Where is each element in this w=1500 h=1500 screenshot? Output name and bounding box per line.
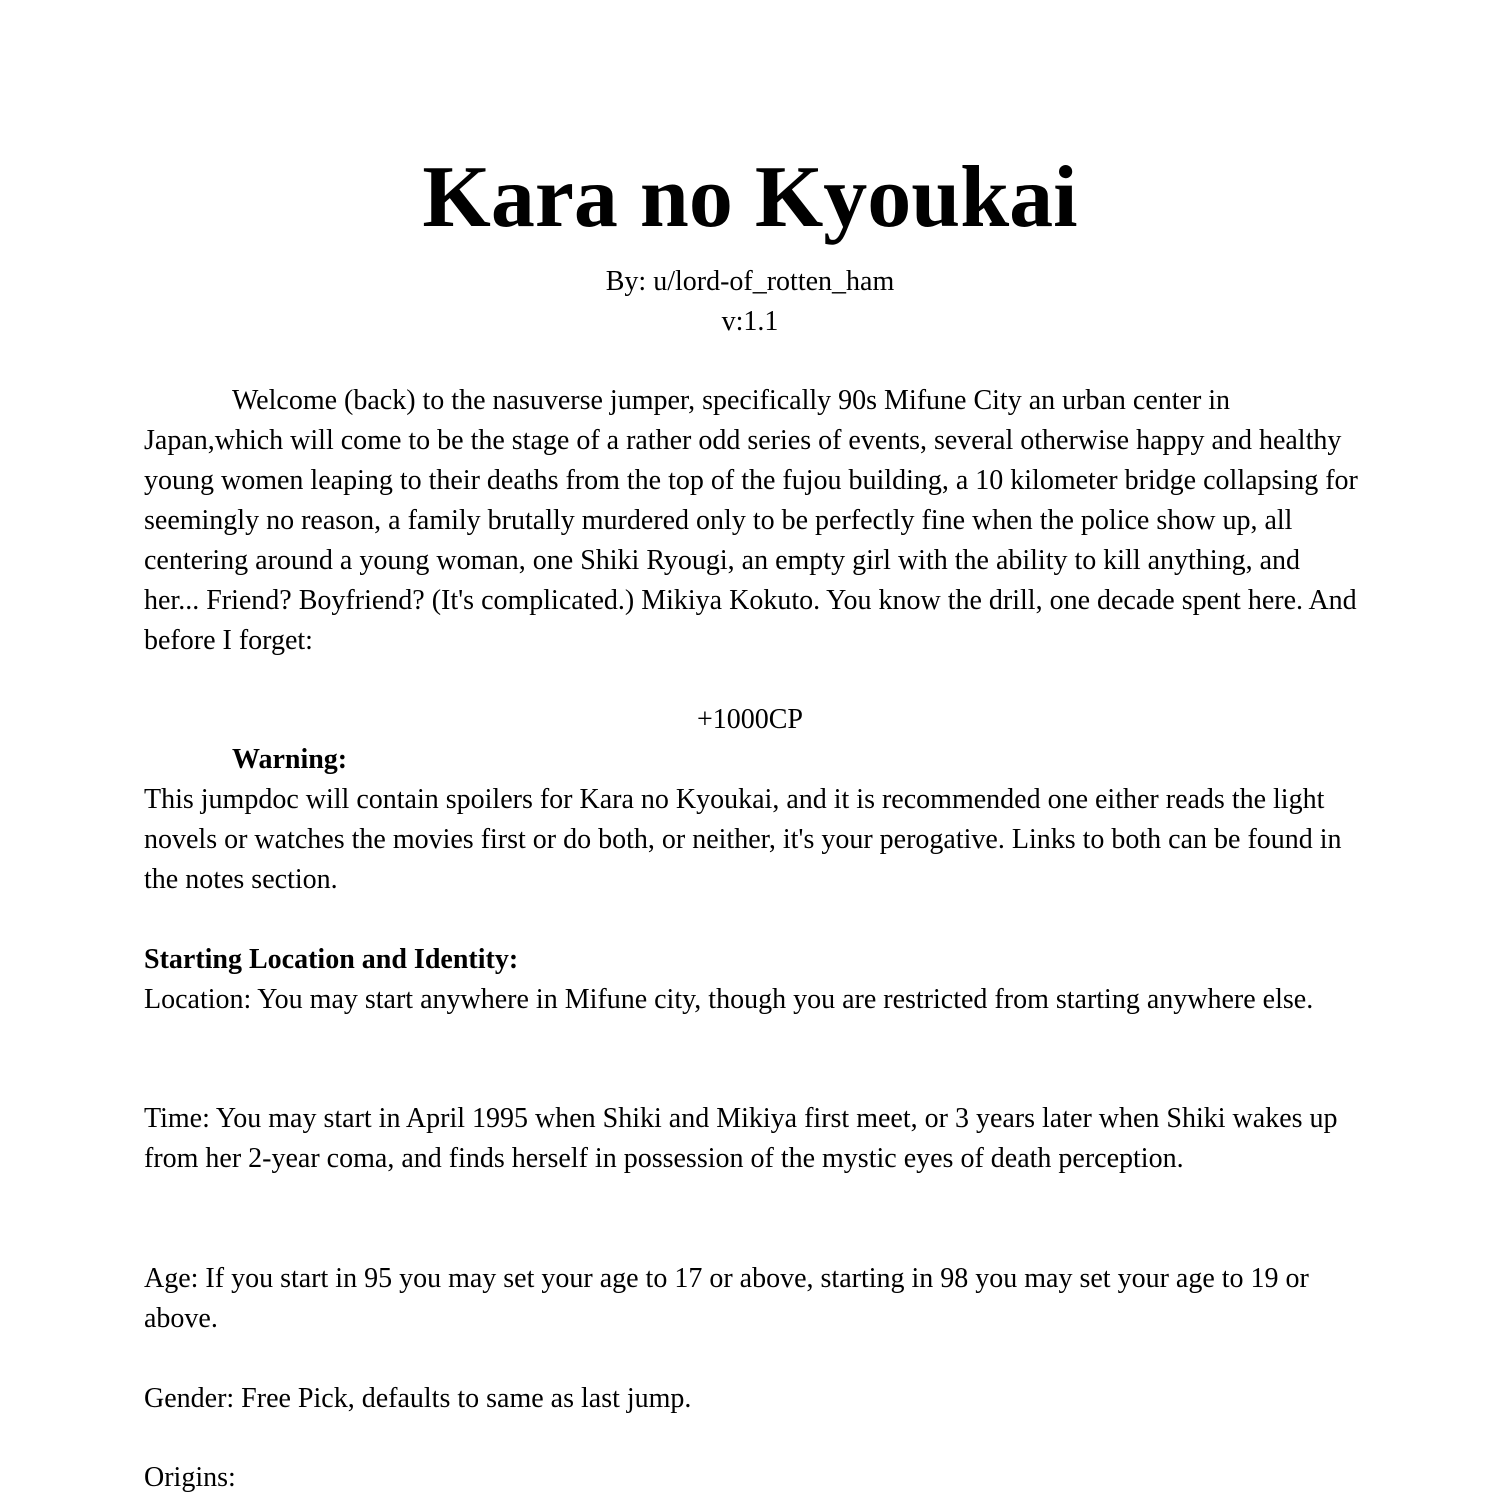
starting-location-heading: Starting Location and Identity: (144, 944, 519, 975)
time-paragraph: Time: You may start in April 1995 when Shiki and Mikiya first meet, or 3 years later when Shiki wakes up from her 2-year coma, and finds herself in possession of the mystic eyes of death perception. (144, 1103, 1338, 1174)
gender-paragraph: Gender: Free Pick, defaults to same as last jump. (144, 1383, 692, 1414)
location-paragraph: Location: You may start anywhere in Mifune city, though you are restricted from starting anywhere else. (144, 984, 1314, 1015)
age-paragraph: Age: If you start in 95 you may set your age to 17 or above, starting in 98 you may set your age to 19 or above. (144, 1263, 1309, 1334)
intro-paragraph: Welcome (back) to the nasuverse jumper, specifically 90s Mifune City an urban center in Japan,which will come to be the stage of a rather odd series of events, several otherwise happy and healthy young women leaping to their deaths from the top of the fujou building, a 10 kilometer bridge collapsing for seemingly no reason, a family brutally murdered only to be perfectly fine when the police show up, all centering around a young woman, one Shiki Ryougi, an empty girl with the ability to kill anything, and her... Friend? Boyfriend? (It's complicated.) Mikiya Kokuto. You know the drill, one decade spent here. And before I forget: (144, 385, 1358, 656)
document-title: Kara no Kyoukai (422, 149, 1078, 246)
warning-paragraph: This jumpdoc will contain spoilers for Kara no Kyoukai, and it is recommended one either reads the light novels or watches the movies first or do both, or neither, it's your perogative. Links to both can be found in the notes section. (144, 784, 1342, 895)
origins-heading: Origins: (144, 1462, 236, 1493)
version-line: v:1.1 (721, 306, 779, 337)
author-line: By: u/lord-of_rotten_ham (605, 266, 895, 297)
cp-amount: +1000CP (696, 704, 804, 735)
warning-heading: Warning: (232, 744, 348, 775)
